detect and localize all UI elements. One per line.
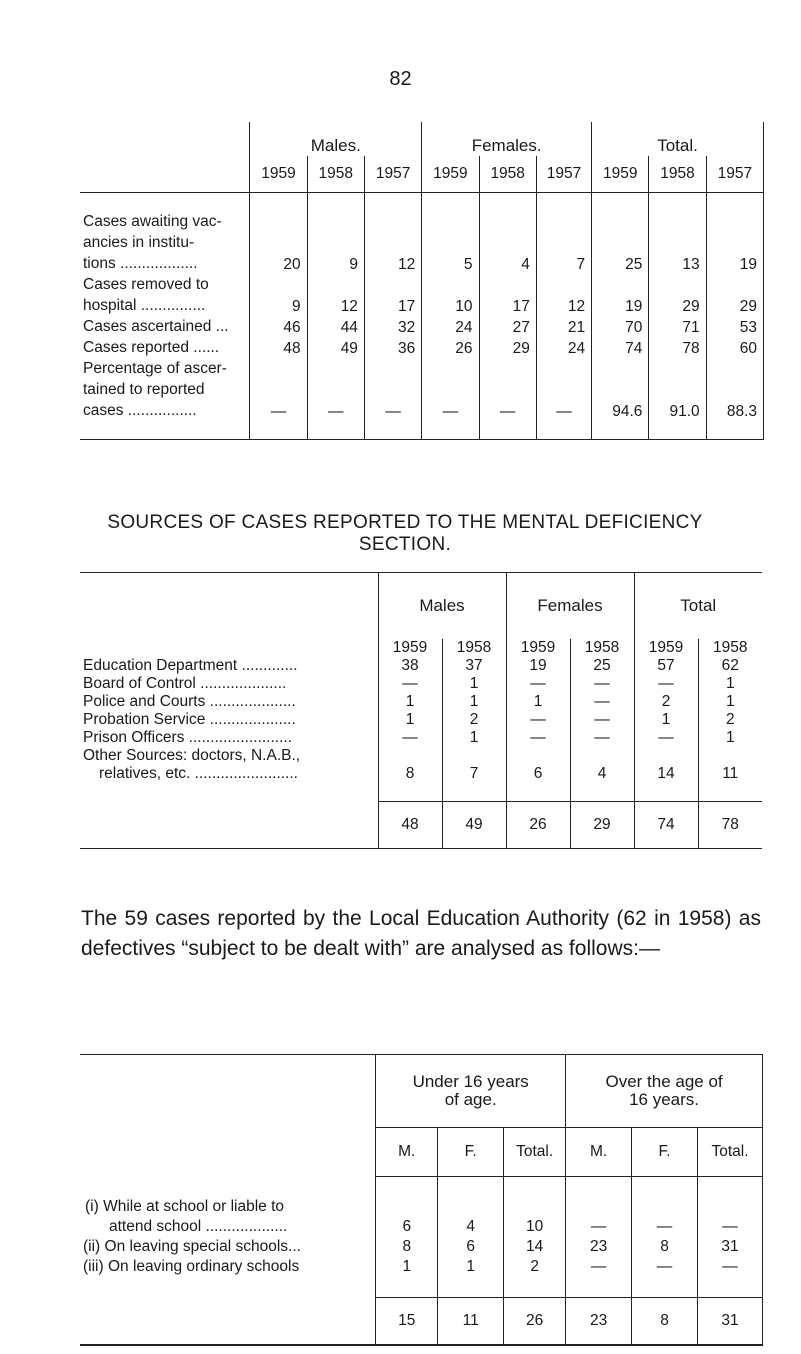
- table-row: Percentage of ascer- tained to reported cases ................ — — — — — — 94.6 91.0 88.3: [80, 358, 764, 421]
- row-label: Percentage of ascer- tained to reported cases ................: [80, 358, 250, 421]
- column-header: F.: [438, 1128, 504, 1177]
- row-label: Board of Control ....................: [83, 675, 287, 692]
- totals-row: 15 11 26 23 8 31: [80, 1298, 763, 1346]
- year-header: 1959: [634, 639, 698, 657]
- table-row: Cases ascertained ... 46 44 32 24 27 21 70 71 53: [80, 316, 764, 337]
- row-label: Cases reported ......: [80, 337, 250, 358]
- row-label: Prison Officers ........................: [83, 729, 293, 746]
- body-paragraph: The 59 cases reported by the Local Education Authority (62 in 1958) as defectives “subject to be dealt with” are analysed as follows:—: [81, 907, 761, 960]
- year-header: 1958: [442, 639, 506, 657]
- year-header: 1957: [364, 156, 421, 193]
- year-header: 1958: [307, 156, 364, 193]
- table-row: Police and Courts .................... 1 1 1 — 2 1: [80, 693, 762, 711]
- group-header: Total: [634, 573, 762, 640]
- row-label: (iii) On leaving ordinary schools: [80, 1257, 376, 1277]
- column-header: M.: [376, 1128, 438, 1177]
- group-header: Females: [506, 573, 634, 640]
- year-header: 1959: [378, 639, 442, 657]
- group-header: Total.: [592, 122, 764, 156]
- row-label: Cases awaiting vac- ancies in institu- tions ..................: [80, 211, 250, 274]
- column-header: F.: [632, 1128, 698, 1177]
- table-row: Probation Service .................... 1 2 — — 1 2: [80, 711, 762, 729]
- table-row: Cases reported ...... 48 49 36 26 29 24 74 78 60: [80, 337, 764, 358]
- table-row: Education Department ............. 38 37 19 25 57 62: [80, 657, 762, 675]
- year-header: 1958: [479, 156, 536, 193]
- cases-summary-table: [80, 122, 764, 440]
- row-label: Probation Service ....................: [83, 711, 296, 728]
- row-label: (i) While at school or liable to attend school ...................: [80, 1197, 376, 1237]
- row-label: Cases ascertained ...: [80, 316, 250, 337]
- column-header: Total.: [504, 1128, 566, 1177]
- analysis-table: [80, 1054, 763, 1346]
- group-header: Males: [378, 573, 506, 640]
- year-header: 1958: [698, 639, 762, 657]
- table-row: Cases removed to hospital ............... 9 12 17 10 17 12 19 29 29: [80, 274, 764, 316]
- year-header: 1958: [649, 156, 706, 193]
- year-header: 1958: [570, 639, 634, 657]
- column-header: Total.: [698, 1128, 763, 1177]
- section-heading: SOURCES OF CASES REPORTED TO THE MENTAL DEFICIENCY SECTION.: [107, 512, 703, 555]
- group-header: Females.: [422, 122, 592, 156]
- column-header: M.: [566, 1128, 632, 1177]
- group-header: Under 16 years of age.: [376, 1055, 566, 1128]
- row-label: Education Department .............: [83, 657, 298, 674]
- table-row: (i) While at school or liable to attend school ................... 6 4 10 — — —: [80, 1197, 763, 1237]
- year-header: 1959: [422, 156, 479, 193]
- year-header: 1959: [250, 156, 307, 193]
- totals-row: 48 49 26 29 74 78: [80, 802, 762, 849]
- group-header: Over the age of 16 years.: [566, 1055, 763, 1128]
- stub-header: [80, 122, 250, 156]
- table-row: Prison Officers ........................ — 1 — — — 1: [80, 729, 762, 747]
- year-header: 1959: [506, 639, 570, 657]
- table-row: Other Sources: doctors, N.A.B., relatives, etc. ........................ 8 7 6 4 14 11: [80, 747, 762, 783]
- row-label: (ii) On leaving special schools...: [80, 1237, 376, 1257]
- group-header: Males.: [250, 122, 422, 156]
- year-header: 1959: [592, 156, 649, 193]
- table-row: (ii) On leaving special schools... 8 6 14 23 8 31: [80, 1237, 763, 1257]
- table-row: Board of Control .................... — 1 — — — 1: [80, 675, 762, 693]
- year-header: 1957: [536, 156, 591, 193]
- table-row: (iii) On leaving ordinary schools 1 1 2 — — —: [80, 1257, 763, 1277]
- sources-table: [80, 572, 762, 849]
- table-row: Cases awaiting vac- ancies in institu- tions .................. 20 9 12 5 4 7 25 13 19: [80, 211, 764, 274]
- row-label: Cases removed to hospital ...............: [80, 274, 250, 316]
- row-label: Other Sources: doctors, N.A.B., relatives, etc. ........................: [83, 747, 301, 782]
- year-header: 1957: [706, 156, 763, 193]
- row-label: Police and Courts ....................: [83, 693, 296, 710]
- page-number: 82: [389, 68, 412, 90]
